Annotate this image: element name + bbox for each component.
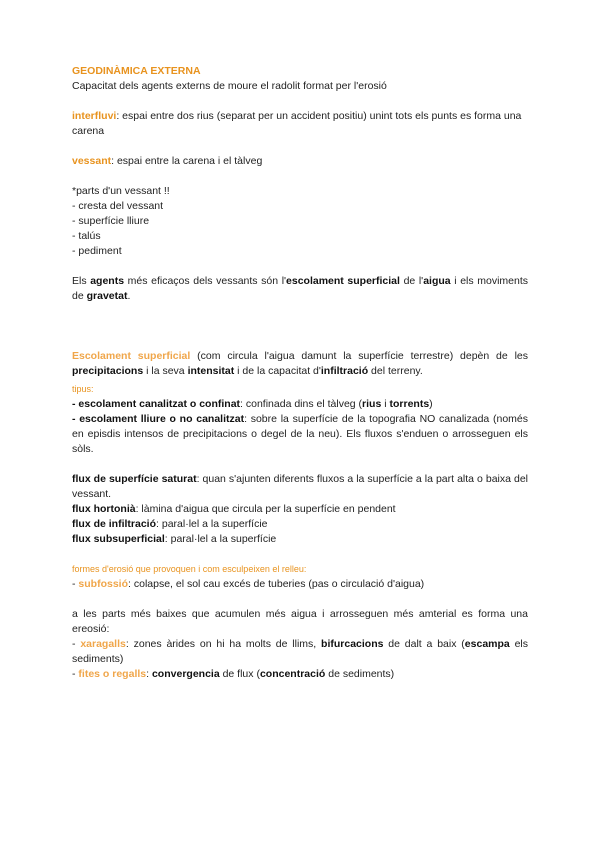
parts-item-cresta: - cresta del vessant [72, 200, 164, 212]
agents-text-5: . [127, 290, 131, 302]
subfossio-prefix: - [72, 578, 79, 590]
canalitzat-bold-rius: rius [362, 398, 382, 410]
agents-bold-escolament: escolament superficial [286, 275, 400, 287]
escolament-text-1: (com circula l'aigua damunt la superfície terrestre) depèn de les [190, 350, 528, 362]
flux-hortonia-term: flux hortonià [72, 503, 136, 515]
canalitzat-text-1: : confinada dins el tàlveg ( [240, 398, 363, 410]
flux-saturat-text: : quan s'ajunten diferents fluxos a la superfície a la part alta o baixa del vessant. [72, 473, 529, 500]
subfossio-item [72, 577, 528, 592]
fites-item [72, 667, 528, 682]
escolament-text-3: i de la capacitat d' [234, 365, 321, 377]
agents-bold-aigua: aigua [423, 275, 451, 287]
interfluvi-definition [72, 109, 528, 139]
xaragalls-bold-bifurcacions: bifurcacions [321, 638, 384, 650]
vessant-term: vessant [72, 155, 112, 167]
escolament-bold-precipitacions: precipitacions [72, 365, 144, 377]
flux-subsuperficial-text: : paral·lel a la superfície [164, 533, 277, 545]
escolament-bold-infiltracio: infiltració [320, 365, 369, 377]
canalitzat-text-3: ) [429, 398, 433, 410]
interfluvi-term: interfluvi [72, 110, 117, 122]
document-subtitle: Capacitat dels agents externs de moure el radolit format per l'erosió [72, 80, 387, 92]
parts-item-pediment: - pediment [72, 245, 122, 257]
fites-prefix: - [72, 668, 79, 680]
agents-text-1: Els [72, 275, 91, 287]
tipus-canalitzat [72, 397, 528, 412]
tipus-label: tipus: [72, 384, 94, 394]
vessant-definition [72, 154, 528, 169]
fites-bold-concentracio: concentració [259, 668, 326, 680]
escolament-text-2: i la seva [143, 365, 188, 377]
xaragalls-text-1: : zones àrides on hi ha molts de llims, [125, 638, 322, 650]
canalitzat-bold-torrents: torrents [389, 398, 430, 410]
canalitzat-text-2: i [381, 398, 390, 410]
agents-text-4: i els moviments de [72, 275, 528, 302]
escolament-term: Escolament superficial [72, 350, 191, 362]
agents-paragraph [72, 274, 528, 304]
xaragalls-text-3: els sediments) [72, 638, 528, 665]
xaragalls-term: xaragalls [80, 638, 126, 650]
interfluvi-text: : espai entre dos rius (separat per un accident positiu) unint tots els punts es forma una carena [72, 110, 522, 137]
flux-hortonia [72, 502, 528, 517]
xaragalls-text-2: de dalt a baix ( [383, 638, 465, 650]
subfossio-term: subfossió [78, 578, 129, 590]
flux-infiltracio [72, 517, 528, 532]
xaragalls-item [72, 637, 528, 667]
document-page [72, 64, 528, 682]
agents-bold-gravetat: gravetat [86, 290, 128, 302]
canalitzat-term: - escolament canalitzat o confinat [72, 398, 241, 410]
fites-text-2: de flux ( [219, 668, 260, 680]
flux-hortonia-text: : làmina d'aigua que circula per la superfície en pendent [135, 503, 396, 515]
lliure-term: - escolament lliure o no canalitzat [72, 413, 245, 425]
escolament-bold-intensitat: intensitat [187, 365, 235, 377]
flux-saturat-term: flux de superfície saturat [72, 473, 197, 485]
xaragalls-bold-escampa: escampa [464, 638, 510, 650]
lliure-text: : sobre la superfície de la topografia NO canalizada (només en episdis intensos de precipitacions o degel de la neu). Els fluxos s'enduen o arrosseguen els sòls. [72, 413, 528, 455]
formes-label: formes d'erosió que provoquen i com esculpeixen el relleu: [72, 564, 307, 574]
agents-text-2: més eficaços dels vessants són l' [124, 275, 287, 287]
fites-term: fites o regalls [78, 668, 147, 680]
flux-subsuperficial [72, 532, 528, 547]
parts-item-talus: - talús [72, 230, 101, 242]
parts-baixes-paragraph: a les parts més baixes que acumulen més aigua i arrosseguen més amterial es forma una ereosió: [72, 608, 528, 635]
agents-bold-agents: agents [90, 275, 125, 287]
xaragalls-prefix: - [72, 638, 81, 650]
escolament-text-4: del terreny. [368, 365, 423, 377]
flux-saturat [72, 472, 528, 502]
document-title: GEODINÀMICA EXTERNA [72, 65, 201, 77]
subfossio-text: : colapse, el sol cau excés de tuberies (pas o circulació d'aigua) [128, 578, 425, 590]
parts-header: *parts d'un vessant !! [72, 185, 170, 197]
fites-bold-convergencia: convergencia [151, 668, 220, 680]
fites-text-3: de sediments) [325, 668, 395, 680]
agents-text-3: de l' [399, 275, 424, 287]
flux-subsuperficial-term: flux subsuperficial [72, 533, 165, 545]
tipus-lliure [72, 412, 528, 457]
flux-infiltracio-term: flux de infiltració [72, 518, 157, 530]
flux-infiltracio-text: : paral·lel a la superfície [156, 518, 268, 530]
fites-text-1: : [146, 668, 152, 680]
vessant-text: : espai entre la carena i el tàlveg [111, 155, 263, 167]
parts-item-superficie: - superfície lliure [72, 215, 150, 227]
escolament-paragraph [72, 349, 528, 379]
